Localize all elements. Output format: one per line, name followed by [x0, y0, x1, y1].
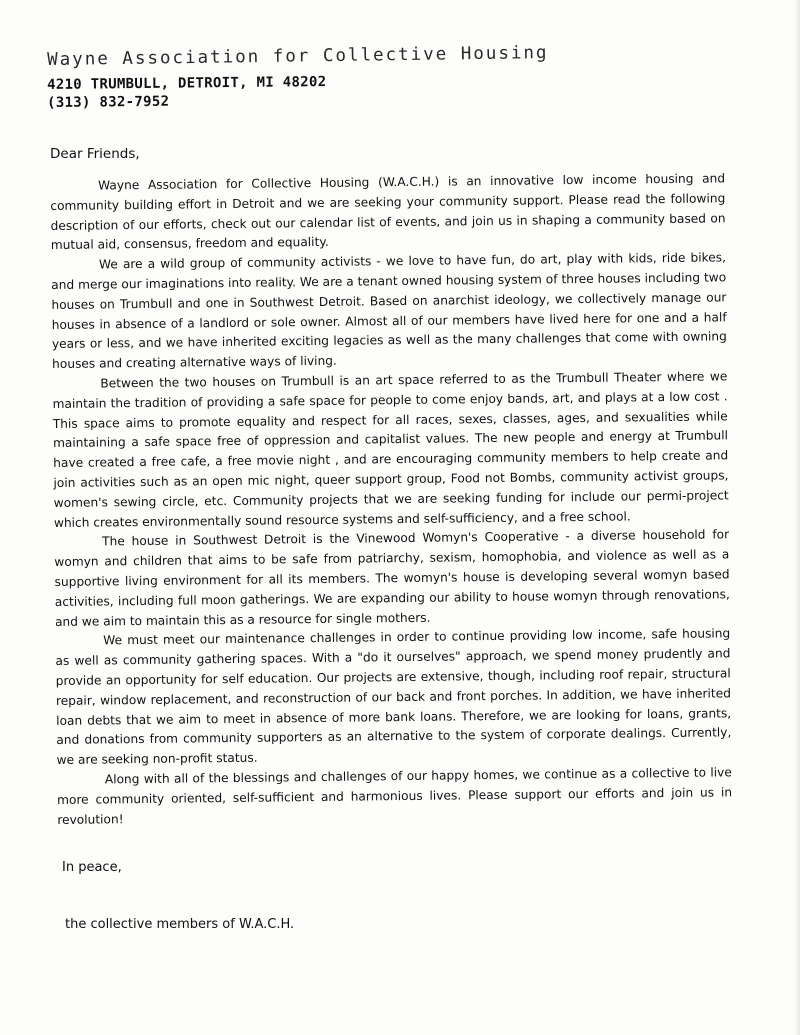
paragraph-maintenance: We must meet our maintenance challenges in order to continue providing low income, safe housing as well as community gathering spaces. With a "do it ourselves" approach, we spend money prudently and provide an opportunity for self education. Our projects are extensive, though, including roof repair, structural repair, window replacement, and reconstruction of our back and front porches. In addition, we have inherited loan debts that we aim to meet in absence of more bank loans. Therefore, we are looking for loans, grants, and donations from community supporters as an alternative to the system of corporate dealings. Currently, we are seeking non-profit status.: [55, 626, 732, 768]
letterhead: [47, 42, 549, 111]
paragraph-about-group: We are a wild group of community activists - we love to have fun, do art, play with kids, ride bikes, and merge our imaginations into reality. We are a tenant owned housing system of three houses including two houses on Trumbull and one in Southwest Detroit. Based on anarchist ideology, we collectively manage our houses in absence of a landlord or sole owner. Almost all of our members have lived here for one and a half years or less, and we have inherited exciting legacies as well as the many challenges that come with owning houses and creating alternative ways of living.: [51, 250, 727, 372]
salutation: Dear Friends,: [50, 146, 140, 162]
organization-name: Wayne Association for Collective Housing: [47, 42, 549, 70]
organization-address: 4210 TRUMBULL, DETROIT, MI 48202: [47, 74, 327, 93]
closing: In peace,: [62, 860, 122, 875]
paragraph-intro: Wayne Association for Collective Housing (W.A.C.H.) is an innovative low income housing and community building effort in Detroit and we are seeking your community support. Please read the following description of our efforts, check out our calendar list of events, and join us in shaping a community based on mutual aid, consensus, freedom and equality.: [50, 171, 726, 253]
signature: the collective members of W.A.C.H.: [65, 917, 295, 932]
paragraph-trumbull-theater: Between the two houses on Trumbull is an art space referred to as the Trumbull Theater where we maintain the tradition of providing a safe space for people to come enjoy bands, art, and plays at a low cost . This space aims to promote equality and respect for all races, sexes, classes, ages, and sexualities while maintaining a safe space free of oppression and capitalist values. The new people and energy at Trumbull have created a free cafe, a free movie night , and are encouraging community members to help create and join activities such as an open mic night, queer support group, Food not Bombs, community activist groups, women's sewing circle, etc. Community projects that we are seeking funding for include our permi-project which creates environmentally sound resource systems and self-sufficiency, and a free school.: [52, 369, 729, 530]
paragraph-conclusion: Along with all of the blessings and challenges of our happy homes, we continue as a collective to live more community oriented, self-sufficient and harmonious lives. Please support our efforts and join us in revolution!: [56, 765, 733, 827]
organization-phone: (313) 832-7952: [47, 93, 170, 111]
letter-body: [50, 169, 732, 830]
page-edge-shadow: [794, 0, 800, 1035]
paragraph-vinewood-cooperative: The house in Southwest Detroit is the Vinewood Womyn's Cooperative - a diverse household for womyn and children that aims to be safe from patriarchy, sexism, homophobia, and violence as well as a supportive living environment for all its members. The womyn's house is developing several womyn based activities, including full moon gatherings. We are expanding our ability to house womyn through renovations, and we aim to maintain this as a resource for single mothers.: [54, 527, 730, 629]
